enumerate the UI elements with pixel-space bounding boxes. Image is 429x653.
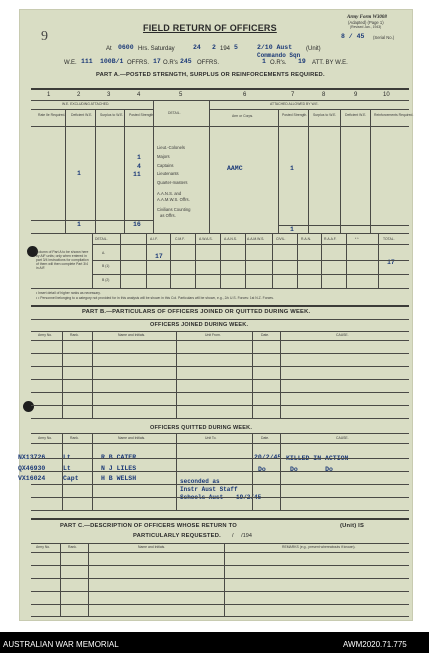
detail-line: Lieut.-Colonels — [157, 145, 185, 150]
we-ref: 100B/1 — [100, 58, 124, 65]
sum-row-label: B (1) — [102, 264, 110, 268]
rule — [280, 331, 281, 418]
sum-col: A.W.A.S. — [199, 237, 213, 241]
quitted-cause: KILLED IN ACTION — [286, 455, 349, 462]
col-num: 5 — [179, 92, 183, 98]
detail-line: Majors — [157, 154, 170, 159]
rule — [31, 616, 409, 617]
rule — [209, 100, 210, 233]
rule — [378, 233, 379, 288]
rule — [31, 109, 153, 110]
rule — [31, 379, 409, 380]
sum-col: A.A.N.S. — [224, 237, 238, 241]
rule — [245, 233, 246, 288]
offrs-value: 17 — [153, 58, 161, 65]
col-name: Name and Initials. — [118, 436, 146, 440]
rule — [31, 405, 409, 406]
punch-hole — [23, 401, 34, 412]
rule — [31, 471, 409, 472]
accession-number: AWM2020.71.775 — [343, 640, 407, 649]
day-value: 24 — [193, 44, 201, 51]
year-value: 5 — [234, 44, 238, 51]
quitted-army-no: NX13726 — [18, 454, 46, 461]
rule — [280, 433, 281, 510]
sum-col: * * — [355, 237, 359, 241]
att-label: ATT. BY W.E. — [312, 60, 348, 66]
col-date: Date. — [261, 333, 270, 337]
detail-line: as Offrs. — [160, 213, 176, 218]
or-value: 245 — [180, 58, 192, 65]
joined-title: OFFICERS JOINED DURING WEEK. — [150, 322, 249, 328]
rule — [120, 233, 121, 288]
rule — [170, 233, 171, 288]
detail-label: DETAIL. — [168, 111, 181, 115]
offrs2-label: OFFRS. — [197, 60, 219, 66]
sum-row-label: A. — [102, 251, 106, 255]
month-value: 2 — [212, 44, 216, 51]
rule — [31, 319, 409, 320]
army-form-label: Army Form W3008 — [347, 15, 387, 20]
col-num: 2 — [77, 92, 81, 98]
col-num: 1 — [47, 92, 51, 98]
sum-detail-label: DETAIL. — [95, 237, 108, 241]
col-num: 6 — [243, 92, 247, 98]
hdr-surplus: Surplus to W.E. — [313, 113, 337, 117]
rule — [31, 331, 409, 332]
serial-value: 8 / 45 — [341, 33, 365, 40]
cell-value: 1 — [77, 170, 81, 177]
cell-value: 11 — [133, 171, 141, 178]
rule — [31, 288, 409, 289]
col-num: 7 — [291, 92, 295, 98]
detail-line: A.A.N.S. and — [157, 191, 182, 196]
at-time: 0600 — [118, 44, 134, 51]
quitted-unit: seconded as — [180, 478, 220, 485]
rule — [65, 109, 66, 233]
rule — [92, 244, 409, 245]
total-value: 16 — [133, 221, 141, 228]
rule — [124, 109, 125, 233]
sum-col: CIVIL. — [276, 237, 286, 241]
col-rank: Rank. — [70, 333, 79, 337]
quitted-name: H B WELSH — [101, 475, 137, 482]
rule — [31, 418, 409, 419]
rule — [31, 484, 409, 485]
we-label: W.E. — [64, 60, 77, 66]
serial-label: (Serial No.) — [373, 35, 395, 40]
c-col-rank: Rank. — [68, 545, 77, 549]
sum-left-note: Column of Part A to be shown here by AIF units; only when entered in part 3/4 instructions for compilation of them will then complete Part 3/4 in AIF. — [36, 250, 89, 271]
rule — [272, 233, 273, 288]
sum-col: A.A.M.W.S. — [247, 237, 265, 241]
col-date: Date. — [261, 436, 270, 440]
total-value: 1 — [290, 226, 294, 233]
quitted-name: N J LILES — [101, 465, 137, 472]
col-num: 8 — [322, 92, 326, 98]
army-form-rev: (Revised Jan., 1943) — [350, 25, 382, 29]
or-label: O.R's — [163, 60, 178, 66]
rule — [370, 109, 371, 233]
sum-col: C.M.F. — [175, 237, 185, 241]
rule — [31, 510, 409, 511]
unit-value: 2/10 Aust — [257, 44, 293, 51]
quitted-army-no: VX16024 — [18, 475, 46, 482]
rule — [31, 126, 409, 127]
quitted-rank: Capt — [63, 475, 79, 482]
col-num: 3 — [107, 92, 111, 98]
rule — [92, 233, 93, 288]
unit-suffix: (Unit) — [306, 46, 321, 52]
rule — [31, 458, 409, 459]
rule — [252, 433, 253, 510]
rule — [60, 543, 61, 616]
sum-col: R.A.N. — [301, 237, 311, 241]
part-b-title: PART B.—PARTICULARS OF OFFICERS JOINED OR QUITTED DURING WEEK. — [82, 309, 311, 315]
attached-label: ATTACHED ALLOWED BY W.E. — [270, 102, 319, 106]
col-army-no: Army No. — [38, 436, 53, 440]
hdr-deficient: Deficient W.E. — [345, 113, 367, 117]
col-rank: Rank. — [70, 436, 79, 440]
rule — [153, 100, 154, 233]
c-col-remarks: REMARKS (e.g., present whereabouts if known). — [282, 545, 356, 549]
detail-line: Captains — [157, 163, 174, 168]
hrs-label: Hrs. Saturday — [138, 46, 175, 52]
rule — [220, 233, 221, 288]
rule — [92, 331, 93, 418]
rule — [88, 543, 89, 616]
cell-value: AAMC — [227, 165, 243, 172]
quitted-name: R B CATER — [101, 454, 137, 461]
corner-mark: 9 — [41, 29, 48, 44]
at-prefix: At — [106, 46, 112, 52]
rule — [31, 518, 409, 520]
rule — [209, 109, 409, 110]
part-a-title: PART A.—POSTED STRENGTH, SURPLUS OR REINFORCEMENTS REQUIRED. — [96, 72, 325, 78]
sum-aif-value: 17 — [155, 253, 163, 260]
cell-value: 1 — [137, 154, 141, 161]
quitted-cause: Do Do — [290, 466, 333, 473]
hdr-surplus: Surplus to W.E. — [100, 113, 124, 117]
hdr-reinf: Reinforcements Required. — [374, 113, 414, 117]
rule — [278, 225, 409, 226]
rule — [31, 392, 409, 393]
rule — [92, 433, 93, 510]
army-form-sub: (Adapted) (Page 1) — [348, 20, 384, 25]
sum-col: R.A.A.F. — [324, 237, 337, 241]
quitted-rank: Lt — [63, 465, 71, 472]
offrs2-value: 1 — [262, 58, 266, 65]
rule — [31, 497, 409, 498]
rule — [176, 331, 177, 418]
sum-col: A.I.F. — [150, 237, 158, 241]
detail-line: A.A.M.W.S. Offrs. — [157, 197, 190, 202]
rule — [31, 305, 409, 307]
part-c-unit: (Unit) IS — [340, 523, 365, 529]
sum-row-label: B (2) — [102, 278, 110, 282]
rule — [252, 331, 253, 418]
quitted-rank: Lt — [63, 454, 71, 461]
year-label: 194 — [220, 46, 231, 52]
rule — [31, 340, 409, 341]
cell-value: 1 — [290, 165, 294, 172]
c-col-name: Name and Initials. — [138, 545, 166, 549]
footnote: • Insert detail of higher ranks as necessary. — [36, 291, 101, 295]
quitted-date: Do — [258, 466, 266, 473]
rule — [224, 543, 225, 616]
c-col-army: Army No. — [36, 545, 51, 549]
part-c-date: / /194 — [232, 533, 252, 539]
footnote: • • Personnel belonging to a category not provided for in this analysis will be shown in this Col. Particulars will be shown, e.g., 2/c U.S. Forces: 1st N.Z. Forces. — [36, 296, 274, 300]
rule — [340, 109, 341, 233]
col-army-no: Army No. — [38, 333, 53, 337]
rule — [278, 109, 279, 233]
caption-bar — [0, 632, 429, 653]
quitted-army-no: QX46930 — [18, 465, 46, 472]
col-num: 10 — [383, 92, 390, 98]
quitted-unit: Schools Aust — [180, 494, 224, 501]
rule — [297, 233, 298, 288]
rule — [62, 433, 63, 510]
institution-name: AUSTRALIAN WAR MEMORIAL — [3, 640, 119, 649]
rule — [31, 353, 409, 354]
quitted-unit: Instr Aust Staff — [180, 486, 238, 493]
hdr-posted: Posted Strength. — [129, 113, 155, 117]
sum-col: TOTAL. — [383, 237, 395, 241]
quitted-date: 20/2/45 — [254, 454, 282, 461]
part-c-requested: PARTICULARLY REQUESTED. — [133, 533, 221, 539]
col-cause: CAUSE. — [336, 436, 349, 440]
col-cause: CAUSE. — [336, 333, 349, 337]
col-num: 4 — [137, 92, 141, 98]
or2-value: 19 — [298, 58, 306, 65]
quitted-title: OFFICERS QUITTED DURING WEEK. — [150, 425, 253, 431]
sum-total-value: 17 — [387, 259, 395, 266]
total-value: 1 — [77, 221, 81, 228]
rule — [146, 233, 147, 288]
rule — [195, 233, 196, 288]
quitted-unit-date: 19/2/45 — [236, 494, 262, 501]
rule — [62, 331, 63, 418]
detail-line: Quarter-masters — [157, 180, 188, 185]
col-num: 9 — [354, 92, 358, 98]
rule — [31, 366, 409, 367]
rule — [176, 433, 177, 510]
part-c-title: PART C.—DESCRIPTION OF OFFICERS WHOSE RETURN TO — [60, 523, 237, 529]
rule — [95, 109, 96, 233]
col-unit-to: Unit To. — [205, 436, 217, 440]
rule — [31, 100, 409, 101]
detail-line: Lieutenants — [157, 171, 179, 176]
rule — [321, 233, 322, 288]
detail-line: Civilians Counting — [157, 207, 191, 212]
we-value: 111 — [81, 58, 93, 65]
hdr-posted: Posted Strength. — [282, 113, 308, 117]
rule — [92, 260, 409, 261]
or2-label: O.R's. — [270, 60, 287, 66]
hdr-deficient: Deficient W.E. — [71, 113, 93, 117]
form-title: FIELD RETURN OF OFFICERS — [143, 23, 277, 33]
rule — [308, 109, 309, 233]
rule — [31, 433, 409, 434]
rule — [346, 233, 347, 288]
we-excl-label: W.E. EXCLUDING ATTACHED. — [62, 102, 110, 106]
rule — [92, 274, 409, 275]
hdr-arm: Arm or Corps. — [232, 114, 254, 118]
rule — [31, 88, 409, 90]
offrs-label: OFFRS. — [127, 60, 149, 66]
col-unit-from: Unit From. — [205, 333, 221, 337]
rule — [31, 443, 409, 444]
col-name: Name and Initials. — [118, 333, 146, 337]
cell-value: 4 — [137, 163, 141, 170]
unit-line2: Commando Sqn — [257, 52, 301, 59]
hdr-rate: Rate Ile Required. — [38, 113, 66, 117]
